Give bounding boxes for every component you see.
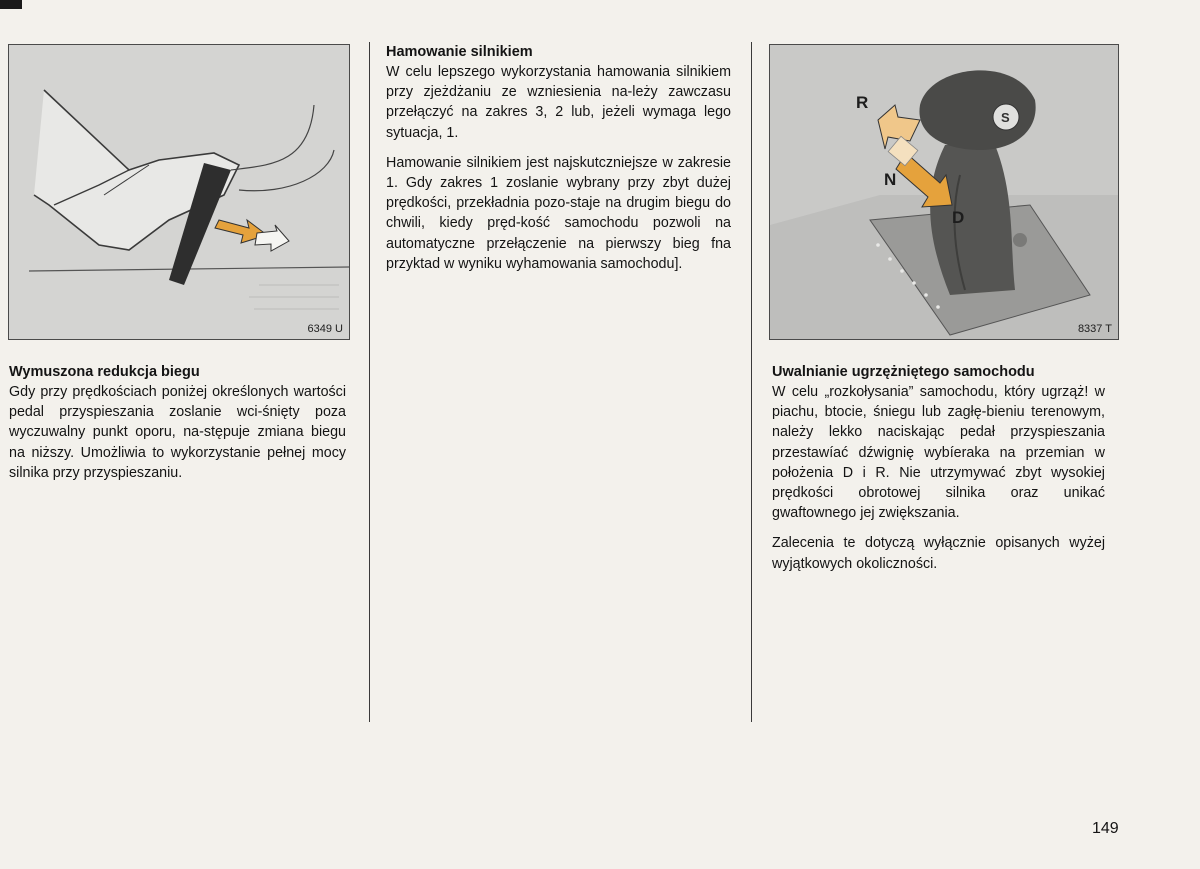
gear-label-n: N (884, 170, 897, 189)
section-body: Gdy przy prędkościach poniżej określonych wartości pedal przyspieszania zoslanie wci-śnięty poza wyczuwalny punkt oporu, na-stępuje zmiana biegu na niższy. Umożliwia to wykorzystanie pełnej mocy silnika przy przyspieszaniu. (9, 384, 346, 481)
figure-code: 6349 U (307, 323, 343, 335)
pedal-kickdown-figure (8, 44, 350, 340)
freeing-stuck-car-section (772, 362, 1105, 574)
section-heading: Uwalnianie ugrzężniętego samochodu (772, 364, 1035, 380)
pedal-illustration (9, 45, 349, 339)
section-paragraph-2: Zalecenia te dotyczą wyłącznie opisanych wyżej wyjątkowych okoliczności. (772, 535, 1105, 572)
section-paragraph-1: W celu „rozkołysania” samochodu, który ugrząż! w piachu, btocie, śniegu lub zagłę-bieniu terenowym, należy lekko naciskając pedał przyspieszania przestawíać dźwignię wybíeraka na przemian w położenia D i R. Nie utrzymywać zbyt wysokiej prędkości obrotowej silnika oraz unikać gwaftownego jej zwiększania. (772, 384, 1105, 522)
column-divider (751, 42, 752, 722)
section-heading: Hamowanie silnikiem (386, 44, 533, 60)
corner-crop-mark (0, 0, 22, 9)
figure-code: 8337 T (1077, 323, 1112, 335)
gear-label-d: D (952, 208, 965, 227)
gear-selector-illustration (770, 45, 1118, 339)
section-paragraph-2: Hamowanie silnikiem jest najskutczniejsze w zakresie 1. Gdy zakres 1 zoslanie wybrany przy zbyt dużej prędkości, przekładnia pozo-staje na drugim biegu do chwili, kiedy pręd-kość samochodu pozwoli na automatyczne przełączenie na pierwszy bieg fna przyktad w wyniku wyhamowania samochodu]. (386, 154, 731, 272)
section-paragraph-1: W celu lepszego wykorzystania hamowania silnikiem przy zjeżdżaniu ze wzniesienia na-leży zawczasu przełączyć na zakres 3, 2 lub, jeżeli wymaga lego sytuacja, 1. (386, 64, 731, 141)
column-divider (369, 42, 370, 722)
gear-selector-figure (769, 44, 1119, 340)
engine-braking-section (386, 42, 731, 274)
gear-label-r: R (856, 93, 869, 112)
page-number: 149 (1092, 820, 1119, 837)
section-heading: Wymuszona redukcja biegu (9, 364, 200, 380)
knob-label-s: S (1001, 110, 1010, 125)
kickdown-section (9, 362, 346, 483)
